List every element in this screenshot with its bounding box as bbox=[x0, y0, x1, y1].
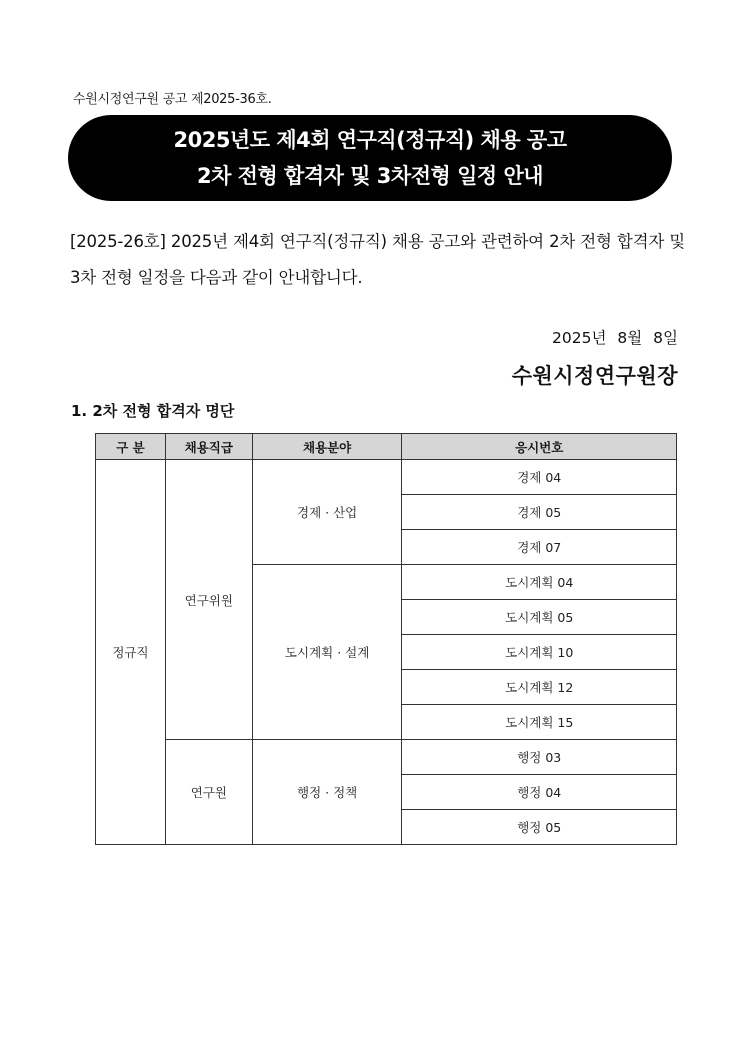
grade-cell: 연구원 bbox=[165, 740, 252, 845]
category-cell: 정규직 bbox=[96, 460, 166, 845]
field-cell: 경제 · 산업 bbox=[252, 460, 402, 565]
title-line-1: 2025년도 제4회 연구직(정규직) 채용 공고 bbox=[173, 128, 567, 152]
header-field: 채용분야 bbox=[252, 434, 402, 460]
exam-number-cell: 도시계획 12 bbox=[402, 670, 677, 705]
exam-number-cell: 경제 05 bbox=[402, 495, 677, 530]
intro-paragraph: [2025-26호] 2025년 제4회 연구직(정규직) 채용 공고와 관련하여 2차 전형 합격자 및 3차 전형 일정을 다음과 같이 안내합니다. bbox=[70, 232, 685, 287]
passers-table bbox=[95, 433, 677, 845]
table-row bbox=[96, 740, 677, 775]
exam-number-cell: 도시계획 10 bbox=[402, 635, 677, 670]
exam-number-cell: 도시계획 05 bbox=[402, 600, 677, 635]
exam-number-cell: 행정 04 bbox=[402, 775, 677, 810]
table-row bbox=[96, 460, 677, 495]
table-header-row bbox=[96, 434, 677, 460]
notice-date: 2025년 8월 8일 bbox=[552, 329, 678, 347]
title-banner bbox=[68, 115, 672, 201]
grade-cell: 연구위원 bbox=[165, 460, 252, 740]
field-cell: 도시계획 · 설계 bbox=[252, 565, 402, 740]
exam-number-cell: 행정 05 bbox=[402, 810, 677, 845]
exam-number-cell: 경제 04 bbox=[402, 460, 677, 495]
field-cell: 행정 · 정책 bbox=[252, 740, 402, 845]
title-line-2: 2차 전형 합격자 및 3차전형 일정 안내 bbox=[196, 164, 544, 188]
signer: 수원시정연구원장 bbox=[511, 364, 678, 388]
exam-number-cell: 도시계획 04 bbox=[402, 565, 677, 600]
exam-number-cell: 행정 03 bbox=[402, 740, 677, 775]
section-title: 1. 2차 전형 합격자 명단 bbox=[71, 402, 235, 420]
header-grade: 채용직급 bbox=[165, 434, 252, 460]
header-exam-number: 응시번호 bbox=[402, 434, 677, 460]
notice-number: 수원시정연구원 공고 제2025-36호. bbox=[73, 92, 272, 107]
exam-number-cell: 도시계획 15 bbox=[402, 705, 677, 740]
exam-number-cell: 경제 07 bbox=[402, 530, 677, 565]
header-category: 구 분 bbox=[96, 434, 166, 460]
